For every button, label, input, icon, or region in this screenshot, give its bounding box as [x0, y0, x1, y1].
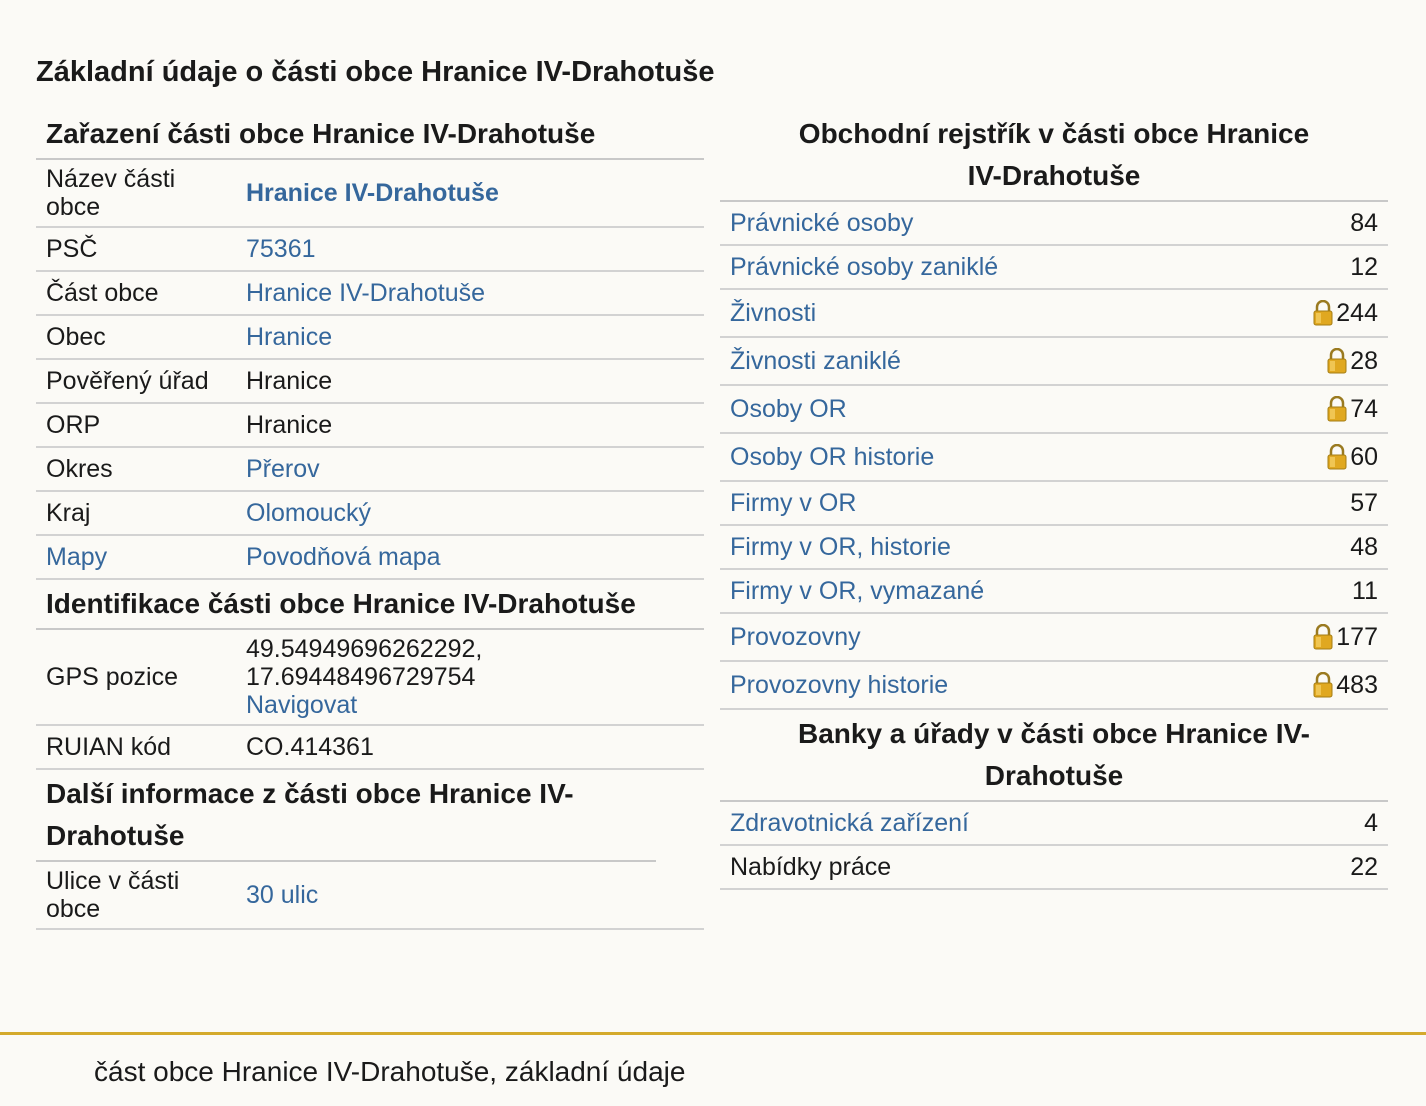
rejstrik-row — [720, 614, 1388, 662]
count-value: 244 — [1336, 299, 1378, 327]
rejstrik-row — [720, 570, 1388, 614]
section-heading-dalsi: Další informace z části obce Hranice IV-Drahotuše — [36, 770, 656, 862]
row-count: 22 — [1350, 853, 1378, 881]
gps-lat: 49.54949696262292, — [246, 635, 483, 663]
rejstrik-row — [720, 662, 1388, 710]
row-zdravotnicka — [720, 802, 1388, 846]
rejstrik-count — [1312, 671, 1378, 699]
row-label: GPS pozice — [46, 663, 179, 691]
row-mapy — [36, 536, 704, 580]
row-nazev — [36, 160, 704, 228]
lock-icon — [1326, 396, 1348, 422]
row-label: Část obce — [46, 279, 159, 307]
row-label: Název části obce — [46, 165, 176, 221]
link-mapy[interactable]: Mapy — [46, 543, 108, 571]
link-zdravotnicka[interactable]: Zdravotnická zařízení — [730, 809, 969, 837]
lock-icon — [1312, 300, 1334, 326]
row-ulice — [36, 862, 704, 930]
rejstrik-row — [720, 246, 1388, 290]
row-orp — [36, 404, 704, 448]
right-column — [720, 110, 1388, 890]
rejstrik-count — [1326, 443, 1378, 471]
row-label: Pověřený úřad — [46, 367, 209, 395]
link-obec[interactable]: Hranice — [246, 323, 333, 351]
footer-caption: část obce Hranice IV-Drahotuše, základní údaje — [94, 1056, 686, 1087]
link-kraj[interactable]: Olomoucký — [246, 499, 372, 527]
rejstrik-link[interactable]: Firmy v OR, vymazané — [730, 577, 985, 605]
rejstrik-count — [1350, 253, 1378, 281]
rejstrik-count — [1350, 489, 1378, 517]
rejstrik-link[interactable]: Osoby OR historie — [730, 443, 935, 471]
rejstrik-row — [720, 434, 1388, 482]
left-column — [36, 110, 704, 930]
row-label: PSČ — [46, 235, 98, 263]
footer-divider — [0, 1032, 1426, 1035]
count-value: 12 — [1350, 253, 1378, 281]
row-kraj — [36, 492, 704, 536]
rejstrik-link[interactable]: Provozovny — [730, 623, 861, 651]
rejstrik-count — [1350, 209, 1378, 237]
lock-icon — [1312, 672, 1334, 698]
link-cast-obce[interactable]: Hranice IV-Drahotuše — [246, 279, 486, 307]
rejstrik-count — [1312, 623, 1378, 651]
count-value: 483 — [1336, 671, 1378, 699]
lock-icon — [1326, 348, 1348, 374]
row-label: Nabídky práce — [730, 853, 892, 881]
rejstrik-link[interactable]: Firmy v OR — [730, 489, 857, 517]
rejstrik-link[interactable]: Živnosti — [730, 299, 817, 327]
row-value: Hranice — [246, 367, 333, 395]
rejstrik-count — [1326, 395, 1378, 423]
row-psc — [36, 228, 704, 272]
rejstrik-row — [720, 482, 1388, 526]
link-nazev[interactable]: Hranice IV-Drahotuše — [246, 179, 499, 207]
section-heading-identifikace: Identifikace části obce Hranice IV-Drahotuše — [36, 580, 704, 630]
row-count: 4 — [1364, 809, 1378, 837]
count-value: 48 — [1350, 533, 1378, 561]
row-cast-obce — [36, 272, 704, 316]
count-value: 60 — [1350, 443, 1378, 471]
count-value: 11 — [1352, 577, 1378, 605]
row-nabidky-prace — [720, 846, 1388, 890]
row-label: Okres — [46, 455, 113, 483]
rejstrik-count — [1326, 347, 1378, 375]
section-heading-zarazeni: Zařazení části obce Hranice IV-Drahotuše — [36, 110, 704, 160]
rejstrik-count — [1350, 533, 1378, 561]
row-value: Hranice — [246, 411, 333, 439]
rejstrik-count — [1352, 577, 1378, 605]
row-label: Kraj — [46, 499, 91, 527]
count-value: 177 — [1336, 623, 1378, 651]
rejstrik-row — [720, 338, 1388, 386]
rejstrik-link[interactable]: Právnické osoby zaniklé — [730, 253, 999, 281]
count-value: 28 — [1350, 347, 1378, 375]
count-value: 84 — [1350, 209, 1378, 237]
page-title: Základní údaje o části obce Hranice IV-Drahotuše — [36, 56, 715, 88]
rejstrik-link[interactable]: Provozovny historie — [730, 671, 949, 699]
row-obec — [36, 316, 704, 360]
rejstrik-row — [720, 386, 1388, 434]
row-label: Ulice v části obce — [46, 867, 180, 923]
rejstrik-row — [720, 202, 1388, 246]
section-heading-banky: Banky a úřady v části obce Hranice IV-Drahotuše — [720, 710, 1388, 802]
row-label: RUIAN kód — [46, 733, 172, 761]
navigate-link[interactable]: Navigovat — [246, 691, 358, 719]
link-ulice[interactable]: 30 ulic — [246, 881, 319, 909]
rejstrik-row — [720, 290, 1388, 338]
gps-lon: 17.69448496729754 — [246, 663, 476, 691]
rejstrik-link[interactable]: Osoby OR — [730, 395, 847, 423]
rejstrik-link[interactable]: Firmy v OR, historie — [730, 533, 951, 561]
count-value: 57 — [1350, 489, 1378, 517]
rejstrik-link[interactable]: Živnosti zaniklé — [730, 347, 901, 375]
section-heading-rejstrik: Obchodní rejstřík v části obce Hranice IV-Drahotuše — [720, 110, 1388, 202]
rejstrik-link[interactable]: Právnické osoby — [730, 209, 914, 237]
row-ruian — [36, 726, 704, 770]
row-povereny-urad — [36, 360, 704, 404]
row-value: CO.414361 — [246, 733, 374, 761]
link-okres[interactable]: Přerov — [246, 455, 320, 483]
rejstrik-list — [720, 202, 1388, 710]
row-okres — [36, 448, 704, 492]
row-label: ORP — [46, 411, 101, 439]
lock-icon — [1312, 624, 1334, 650]
rejstrik-count — [1312, 299, 1378, 327]
link-povodnova-mapa[interactable]: Povodňová mapa — [246, 543, 441, 571]
row-label: Obec — [46, 323, 106, 351]
row-gps — [36, 630, 704, 726]
rejstrik-row — [720, 526, 1388, 570]
link-psc[interactable]: 75361 — [246, 235, 316, 263]
gps-value — [246, 635, 694, 719]
count-value: 74 — [1350, 395, 1378, 423]
lock-icon — [1326, 444, 1348, 470]
